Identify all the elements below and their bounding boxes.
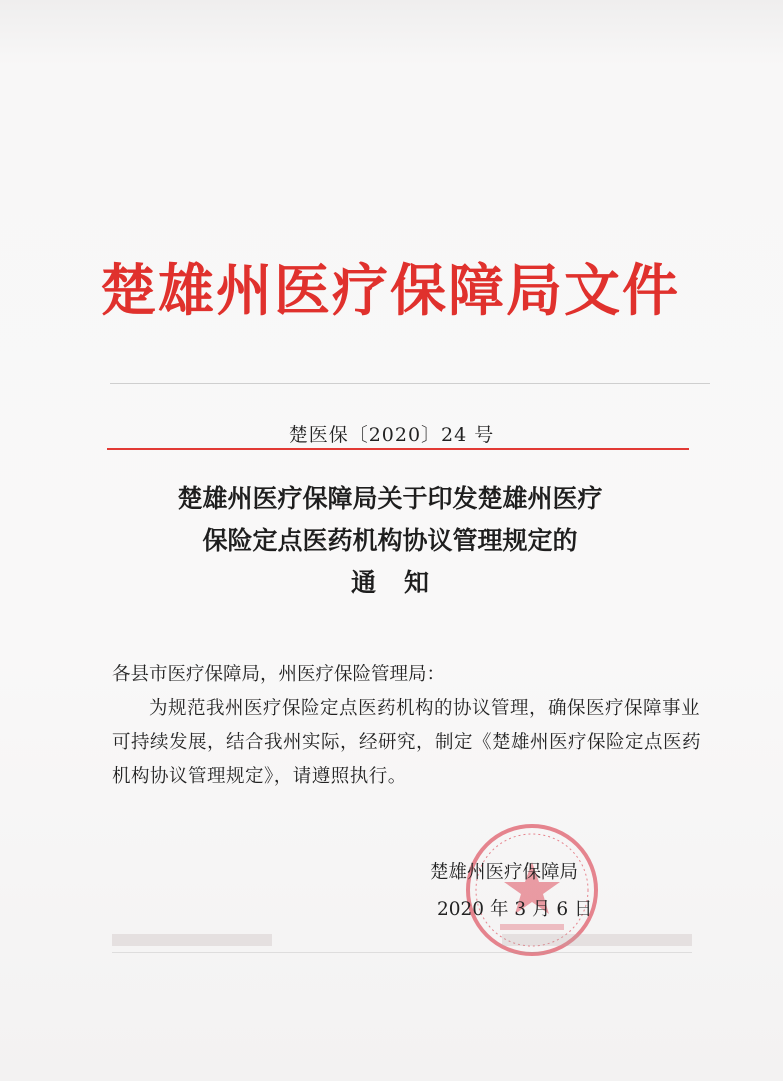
notice-body (112, 658, 702, 794)
footer-right-block (502, 934, 692, 946)
notice-title-line-3: 通知 (350, 568, 457, 597)
notice-title (110, 478, 670, 604)
footer-line (112, 952, 692, 953)
body-paragraph: 为规范我州医疗保险定点医药机构的协议管理，确保医疗保障事业可持续发展，结合我州实际，经研究，制定《楚雄州医疗保险定点医药机构协议管理规定》，请遵照执行。 (112, 698, 702, 787)
notice-title-line-2: 保险定点医药机构协议管理规定的 (202, 526, 578, 555)
issue-date: 2020 年 3 月 6 日 (437, 899, 593, 920)
salutation: 各县市医疗保障局，州医疗保险管理局： (112, 664, 446, 685)
notice-title-line-1: 楚雄州医疗保障局关于印发楚雄州医疗 (177, 484, 603, 513)
issuer-signature: 楚雄州医疗保障局 (430, 862, 579, 883)
document-number: 楚医保〔2020〕24 号 (288, 424, 495, 446)
faint-divider (110, 383, 710, 384)
red-divider-rule (107, 448, 689, 450)
masthead-title: 楚雄州医疗保障局文件 (100, 259, 680, 324)
footer-left-block (112, 934, 272, 946)
faint-footer-artifact (112, 932, 692, 954)
